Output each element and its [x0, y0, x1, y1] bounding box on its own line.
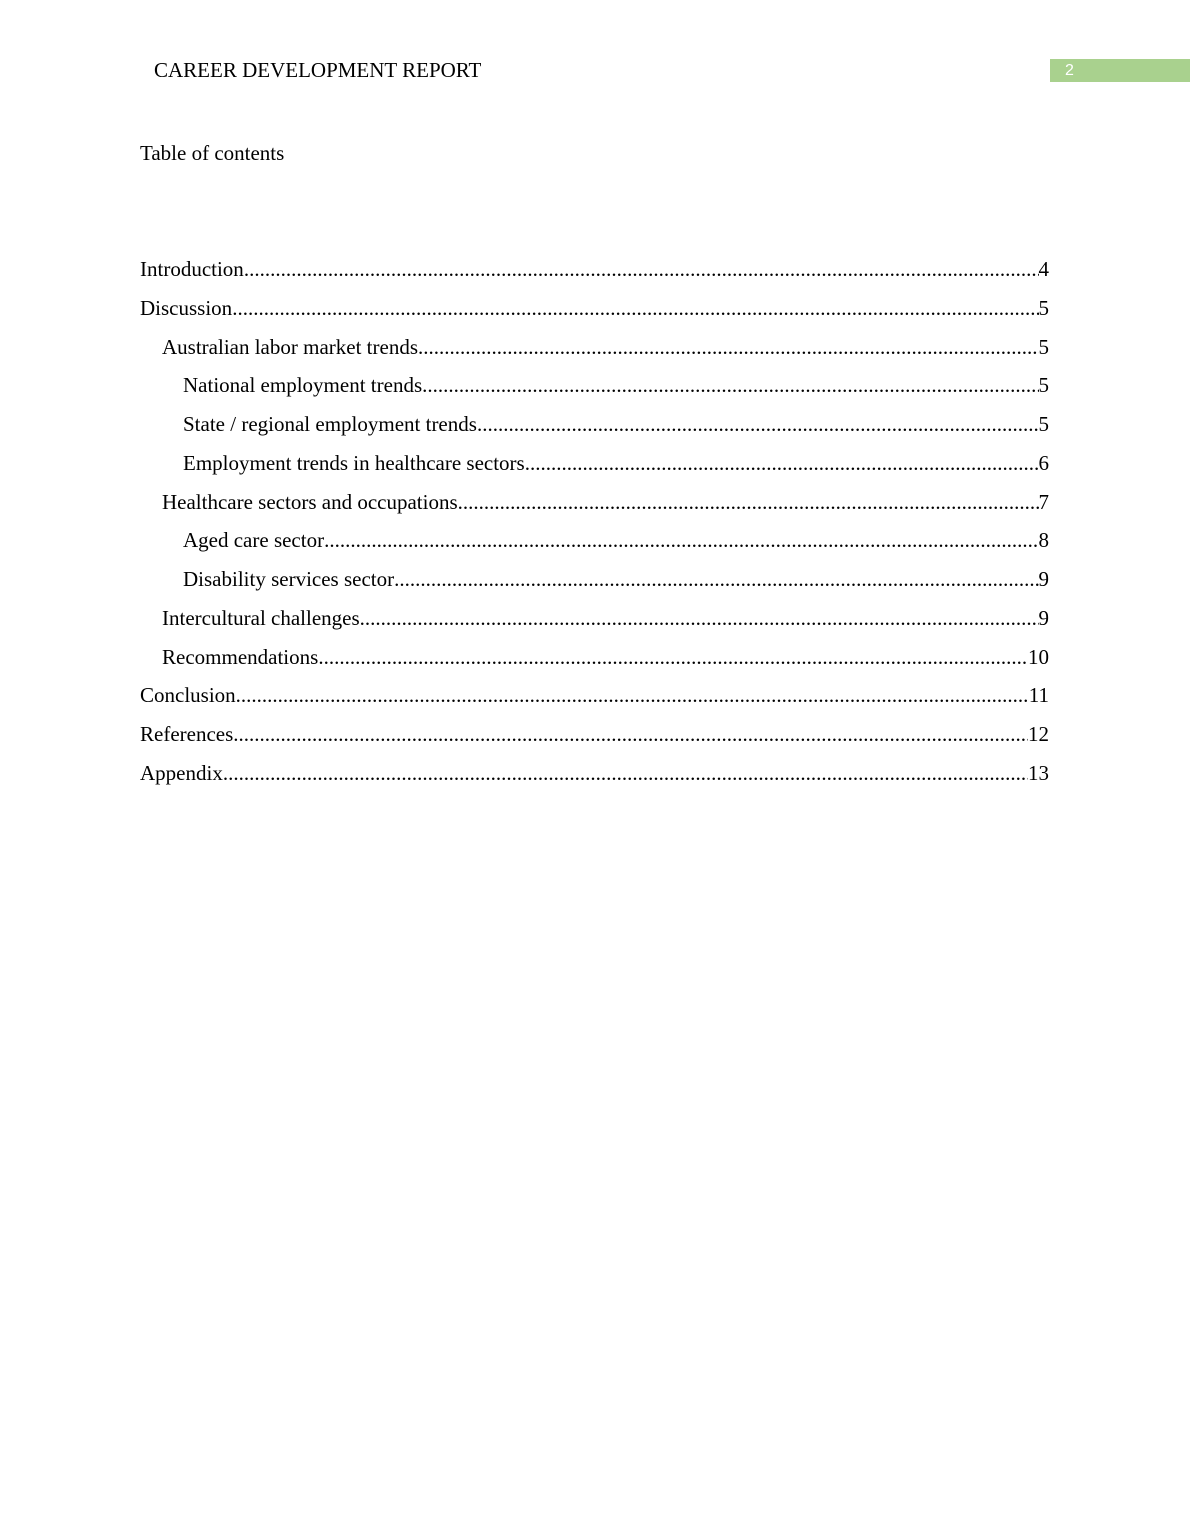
toc-entry-healthcare-sectors-occupations[interactable] — [140, 489, 1049, 528]
toc-entry-page: 10 — [1028, 644, 1049, 669]
toc-entry-label: References — [140, 722, 234, 746]
toc-dot-leader — [232, 295, 1038, 321]
toc-entry-label: Conclusion — [140, 683, 236, 708]
toc-entry-page: 8 — [1038, 528, 1049, 553]
toc-entry-aged-care-sector[interactable] — [140, 527, 1049, 566]
toc-entry-australian-labor-market-trends[interactable] — [140, 334, 1049, 373]
toc-entry-label: Healthcare sectors and occupations — [162, 489, 458, 514]
toc-entry-references[interactable] — [140, 721, 1049, 760]
toc-entry-page: 4 — [1038, 257, 1049, 281]
toc-entry-label: Aged care sector — [183, 528, 325, 553]
toc-entry-page: 6 — [1038, 450, 1049, 475]
toc-entry-employment-trends-healthcare[interactable] — [140, 450, 1049, 489]
toc-entry-discussion[interactable] — [140, 295, 1049, 334]
toc-entry-recommendations[interactable] — [140, 644, 1049, 683]
toc-entry-label: Recommendations — [162, 644, 319, 669]
toc-dot-leader — [233, 721, 1028, 747]
toc-entry-page: 9 — [1038, 567, 1049, 591]
toc-entry-disability-services-sector[interactable] — [140, 566, 1049, 605]
running-header-title: CAREER DEVELOPMENT REPORT — [154, 58, 482, 82]
toc-entry-label: Intercultural challenges — [162, 605, 360, 630]
toc-dot-leader — [525, 450, 1039, 476]
toc-dot-leader — [318, 644, 1028, 670]
toc-entry-state-regional-employment-trends[interactable] — [140, 411, 1049, 450]
toc-entry-page: 5 — [1038, 373, 1049, 398]
toc-dot-leader — [418, 334, 1039, 360]
toc-entry-page: 7 — [1038, 489, 1049, 514]
toc-dot-leader — [394, 566, 1038, 592]
toc-entry-label: National employment trends — [183, 373, 423, 398]
toc-dot-leader — [244, 256, 1039, 282]
toc-dot-leader — [223, 760, 1028, 786]
toc-heading: Table of contents — [140, 141, 285, 165]
toc-entry-label: Disability services sector — [183, 567, 395, 591]
toc-entry-page: 11 — [1028, 683, 1049, 708]
toc-entry-conclusion[interactable] — [140, 682, 1049, 721]
toc-entry-label: Discussion — [140, 295, 233, 320]
toc-entry-label: Appendix — [140, 760, 223, 785]
toc-entry-page: 12 — [1028, 722, 1049, 746]
toc-dot-leader — [324, 527, 1038, 553]
toc-dot-leader — [360, 605, 1039, 631]
toc-dot-leader — [422, 372, 1038, 398]
toc-entry-page: 5 — [1038, 334, 1049, 359]
toc-dot-leader — [458, 489, 1039, 515]
toc-entry-page: 5 — [1038, 295, 1049, 320]
toc-dot-leader — [477, 411, 1039, 437]
toc-entry-page: 13 — [1028, 760, 1049, 785]
toc-dot-leader — [236, 682, 1029, 708]
toc-entry-intercultural-challenges[interactable] — [140, 605, 1049, 644]
toc-entry-label: Employment trends in healthcare sectors — [183, 450, 525, 475]
toc-entry-label: Introduction — [140, 257, 244, 281]
toc-entry-label: State / regional employment trends — [183, 412, 477, 436]
table-of-contents — [140, 256, 1049, 799]
toc-entry-national-employment-trends[interactable] — [140, 372, 1049, 411]
toc-entry-label: Australian labor market trends — [162, 334, 418, 359]
toc-entry-page: 5 — [1038, 412, 1049, 436]
toc-entry-introduction[interactable] — [140, 256, 1049, 295]
page-number-badge: 2 — [1050, 59, 1190, 82]
toc-entry-page: 9 — [1038, 605, 1049, 630]
toc-entry-appendix[interactable] — [140, 760, 1049, 799]
